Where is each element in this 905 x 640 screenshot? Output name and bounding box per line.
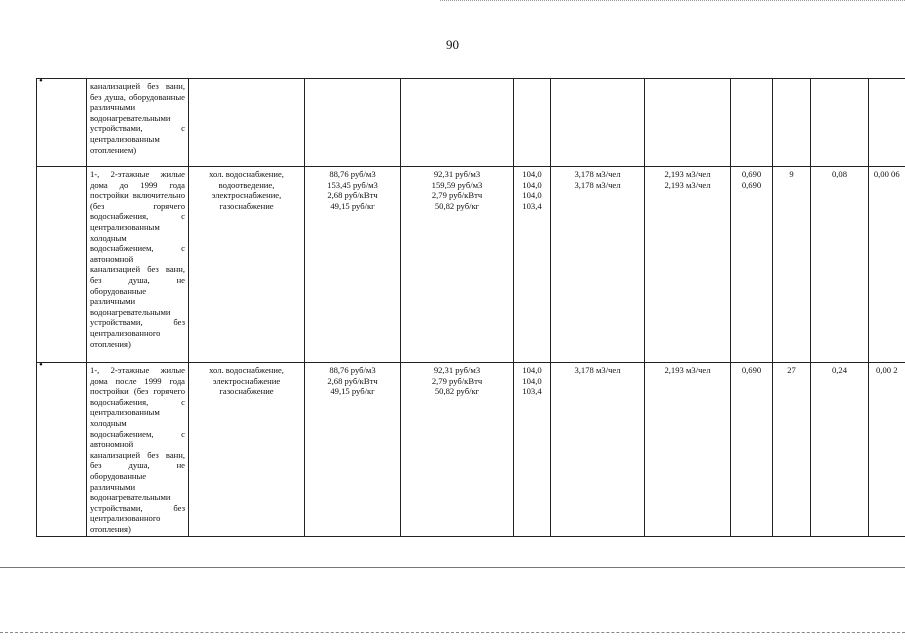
table-row [37, 363, 905, 537]
coef-cell: 0,690 0,690 [731, 167, 773, 363]
row-description: 1-, 2-этажные жилые дома после 1999 года постройки (без горячего водоснабжения, с централизованным холодным водоснабжением, с автономной канализацией без ванн, без душа, не оборудованные различными водонагревательными устройствами, без централизованного отопления) [87, 363, 189, 537]
row-description: 1-, 2-этажные жилые дома до 1999 года постройки включительно (без горячего водоснабжения, с централизованным холодным водоснабжением, с автономной канализацией без ванн, без душа, не оборудованные различными водонагревательными устройствами, без централизованного отопления) [87, 167, 189, 363]
scan-top-edge [440, 0, 905, 1]
norm-1-cell: 3,178 м3/чел [551, 363, 645, 537]
count-cell: 9 [773, 167, 811, 363]
last-cell [869, 79, 905, 167]
table-row [37, 79, 905, 167]
last-cell: 0,00 2 [869, 363, 905, 537]
share-cell: 0,24 [811, 363, 869, 537]
count-cell [773, 79, 811, 167]
norm-2-cell [645, 79, 731, 167]
scan-bottom-edge [0, 567, 905, 568]
count-cell: 27 [773, 363, 811, 537]
index-cell: 104,0 104,0 104,0 103,4 [514, 167, 551, 363]
tariff-new-cell: 92,31 руб/м3 159,59 руб/м3 2,79 руб/кВтч 50,82 руб/кг [401, 167, 514, 363]
tariff-old-cell: 88,76 руб/м3 153,45 руб/м3 2,68 руб/кВтч 49,15 руб/кг [305, 167, 401, 363]
norm-1-cell: 3,178 м3/чел 3,178 м3/чел [551, 167, 645, 363]
tariff-new-cell [401, 79, 514, 167]
row-marker [37, 167, 87, 363]
tariff-old-cell [305, 79, 401, 167]
tariff-new-cell: 92,31 руб/м3 2,79 руб/кВтч 50,82 руб/кг [401, 363, 514, 537]
tariff-old-cell: 88,76 руб/м3 2,68 руб/кВтч 49,15 руб/кг [305, 363, 401, 537]
tariff-table [36, 75, 905, 537]
index-cell: 104,0 104,0 103,4 [514, 363, 551, 537]
share-cell [811, 79, 869, 167]
row-marker: • [37, 79, 87, 167]
norm-2-cell: 2,193 м3/чел [645, 363, 731, 537]
row-marker: • [37, 363, 87, 537]
services-cell [189, 79, 305, 167]
services-cell: хол. водоснабжение, водоотведение, электроснабжение, газоснабжение [189, 167, 305, 363]
services-cell: хол. водоснабжение, электроснабжение газоснабжение [189, 363, 305, 537]
page-number: 90 [446, 37, 459, 52]
norm-1-cell [551, 79, 645, 167]
coef-cell [731, 79, 773, 167]
table-row [37, 167, 905, 363]
norm-2-cell: 2,193 м3/чел 2,193 м3/чел [645, 167, 731, 363]
share-cell: 0,08 [811, 167, 869, 363]
last-cell: 0,00 06 [869, 167, 905, 363]
coef-cell: 0,690 [731, 363, 773, 537]
index-cell [514, 79, 551, 167]
scan-noise-line [0, 632, 905, 633]
row-description: канализацией без ванн, без душа, оборудованные различными водонагревательными устройствами, с централизованным отоплением) [87, 79, 189, 167]
